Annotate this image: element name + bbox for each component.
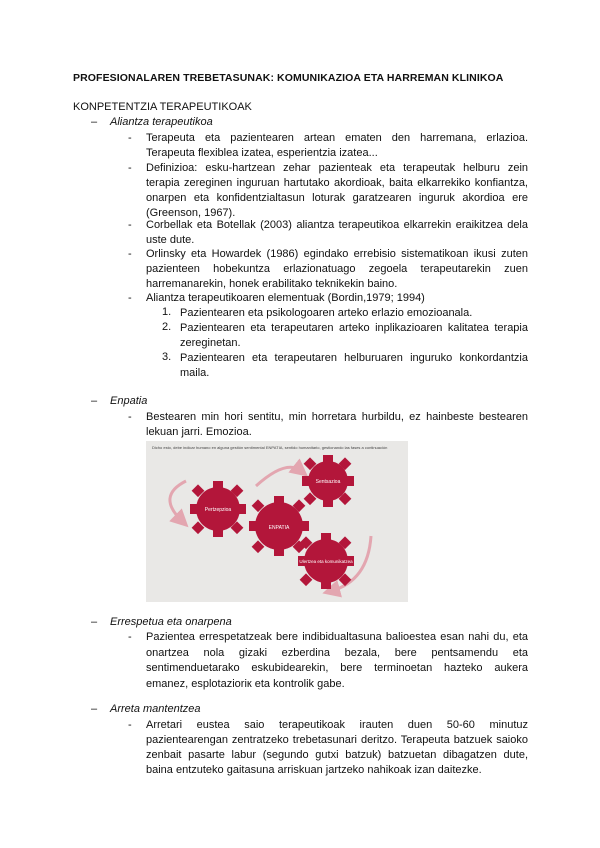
dash-marker: – (91, 395, 98, 407)
alliance-item-3: Corbellak eta Botellak (2003) aliantza terapeutikoa elkarrekin eraikitzea dela uste dute. (146, 219, 528, 246)
alliance-element-1: Pazientearen eta psikologoaren arteko erlazio emozioanala. (180, 307, 473, 319)
alliance-item-1: Terapeuta eta pazientearen artean ematen den harremana, erlazioa. Terapeuta flexiblea izatea, esperientzia izatea... (146, 132, 528, 159)
empathy-item: Bestearen min hori sentitu, min horretara hurbildu, ez hainbeste bestearen lekuan jarri. Emozioa. (146, 411, 528, 438)
bullet-marker: - (128, 292, 132, 304)
respect-item: Pazientea errespetatzeak bere indibidualtasuna balioestea esan nahi du, eta onartzea nola gizaki ezberdina bezala, bere pentsamendu eta sentimenduetarako eskubidearekin, bere terminoetan hazteko aukera emanez, esplotazioriк eta kontrolik gabe. (146, 631, 528, 690)
list-number: 2. (162, 321, 172, 333)
attention-item: Arretari eustea saio terapeutikoak irauten duen 50-60 minutuz pazientearengan zentratzeko trebetasunari deritzo. Terapeuta batzuek saioko zenbait pasarte labur (segundo gutxi batzuk) batzuetan dibagatzen dute, baina entzuteko gaitasuna arriskuan jartzeko nahikoak izan daitezke. (146, 719, 528, 776)
gear-center-label: ENPATIA (268, 525, 290, 531)
alliance-element-2: Pazientearen eta terapeutaren arteko inplikazioaren kalitatea terapia zereginetan. (180, 322, 528, 349)
respect-heading: Errespetua eta onarpena (110, 616, 232, 628)
bullet-marker: - (128, 631, 132, 643)
list-number: 3. (162, 351, 172, 363)
list-number: 1. (162, 306, 172, 318)
cycle-arrow-top (256, 467, 301, 486)
document-title: PROFESIONALAREN TREBETASUNAK: KOMUNIKAZIOA ETA HARREMAN KLINIKOA (73, 72, 504, 84)
alliance-heading: Aliantza terapeutikoa (110, 116, 213, 128)
empathy-heading: Enpatia (110, 395, 148, 407)
empathy-diagram (146, 441, 408, 602)
alliance-item-2: Definizioa: esku-hartzean zehar pazienteak eta terapeutak helburu zein terapia zereginen inguruan hartutako akordioak, baita elkarrekiko konfiantza, onarpen eta konfidentzialtasun loturak garatzearen inguruk akordioa ere (Greenson, 1967). (146, 162, 528, 219)
bullet-marker: - (128, 248, 132, 260)
bullet-marker: - (128, 162, 132, 174)
attention-heading: Arreta mantentzea (110, 703, 201, 715)
diagram-caption: Dicho esto, debe indicar humano en alguna gestión sentimental ENPATIA, sentido humanitario, gestionando las fases a continuación (152, 445, 388, 450)
dash-marker: – (91, 116, 98, 128)
dash-marker: – (91, 703, 98, 715)
bullet-marker: - (128, 132, 132, 144)
alliance-element-3: Pazientearen eta terapeutaren helburuaren inguruko konkordantzia maila. (180, 352, 528, 379)
section-heading: KONPETENTZIA TERAPEUTIKOAK (73, 101, 252, 113)
cycle-arrow-left (170, 481, 186, 521)
gear-bottom-label: Ulertzea eta komunikatzea (299, 559, 353, 564)
alliance-item-5: Aliantza terapeutikoaren elementuak (Bordin,1979; 1994) (146, 292, 425, 304)
dash-marker: – (91, 616, 98, 628)
diagram-graphic (146, 441, 408, 602)
bullet-marker: - (128, 719, 132, 731)
bullet-marker: - (128, 219, 132, 231)
bullet-marker: - (128, 411, 132, 423)
gear-left-label: Pertzepzioa (204, 507, 232, 513)
gear-top-label: Sentsazioa (315, 479, 341, 485)
alliance-item-4: Orlinsky eta Howardek (1986) egindako errebisio sistematikoan ikusi zuten pazienteen hobekuntza erlazionatuago zegoela terapeutarekin zuen harremanarekin, honek erabilitako teknikekin baino. (146, 248, 528, 290)
